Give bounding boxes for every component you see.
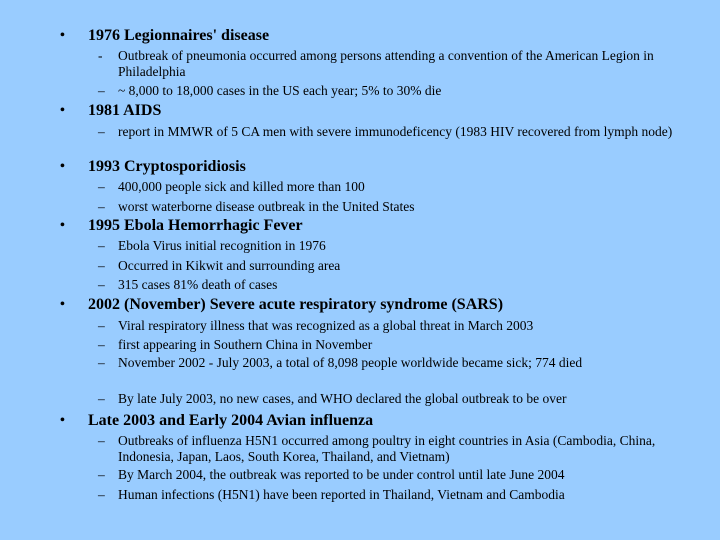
sub-item	[98, 355, 678, 371]
dash-icon: –	[98, 318, 105, 333]
sub-item-text: Ebola Virus initial recognition in 1976	[118, 238, 326, 253]
sub-item-text: By late July 2003, no new cases, and WHO declared the global outbreak to be over	[118, 391, 567, 406]
sub-item-text: worst waterborne disease outbreak in the United States	[118, 199, 415, 214]
dash-icon: –	[98, 199, 105, 214]
dash-icon: –	[98, 391, 105, 406]
sub-item	[98, 238, 678, 254]
topic-title: 1995 Ebola Hemorrhagic Fever	[88, 217, 303, 234]
topic-title: 1993 Cryptosporidiosis	[88, 158, 246, 175]
dash-icon: –	[98, 277, 105, 292]
sub-item-text: By March 2004, the outbreak was reported to be under control until late June 2004	[118, 467, 565, 482]
dash-icon: –	[98, 258, 105, 273]
bullet-icon: •	[60, 103, 65, 118]
sub-item	[98, 199, 678, 215]
sub-item-text: Outbreaks of influenza H5N1 occurred among poultry in eight countries in Asia (Cambodia, China, Indonesia, Japan, Laos, South Korea, Thailand, and Vietnam)	[118, 433, 656, 464]
sub-item	[98, 277, 678, 293]
sub-item-text: November 2002 - July 2003, a total of 8,098 people worldwide became sick; 774 died	[118, 355, 583, 370]
bullet-icon: •	[60, 159, 65, 174]
sub-item	[98, 391, 678, 407]
dash-icon: –	[98, 337, 105, 352]
dash-icon: –	[98, 487, 105, 502]
sub-item	[98, 179, 678, 195]
bullet-icon: •	[60, 297, 65, 312]
bullet-icon: •	[60, 218, 65, 233]
sub-item	[98, 337, 678, 353]
sub-item	[98, 433, 678, 465]
topic-title: Late 2003 and Early 2004 Avian influenza	[88, 412, 374, 429]
sub-item-text: report in MMWR of 5 CA men with severe immunodeficency (1983 HIV recovered from lymph node)	[118, 124, 673, 139]
sub-item	[98, 124, 678, 140]
bullet-icon: •	[60, 413, 65, 428]
sub-item	[98, 487, 678, 503]
sub-item-text: Occurred in Kikwit and surrounding area	[118, 258, 341, 273]
dash-icon: –	[98, 355, 105, 370]
dash-icon: -	[98, 48, 103, 63]
dash-icon: –	[98, 83, 105, 98]
dash-icon: –	[98, 179, 105, 194]
bullet-icon: •	[60, 28, 65, 43]
topic-title: 1976 Legionnaires' disease	[88, 27, 270, 44]
sub-item-text: Outbreak of pneumonia occurred among persons attending a convention of the American Legion in Philadelphia	[118, 48, 654, 79]
sub-item	[98, 258, 678, 274]
sub-item-text: 315 cases 81% death of cases	[118, 277, 278, 292]
sub-item-text: Human infections (H5N1) have been reported in Thailand, Vietnam and Cambodia	[118, 487, 565, 502]
sub-item	[98, 467, 678, 483]
sub-item	[98, 83, 678, 99]
sub-item-text: 400,000 people sick and killed more than 100	[118, 179, 365, 194]
dash-icon: –	[98, 467, 105, 482]
dash-icon: –	[98, 238, 105, 253]
sub-item	[98, 318, 678, 334]
sub-item-text: ~ 8,000 to 18,000 cases in the US each year; 5% to 30% die	[118, 83, 442, 98]
dash-icon: –	[98, 124, 105, 139]
dash-icon: –	[98, 433, 105, 448]
sub-item	[98, 48, 678, 80]
topic-title: 2002 (November) Severe acute respiratory syndrome (SARS)	[88, 296, 504, 313]
sub-item-text: first appearing in Southern China in November	[118, 337, 373, 352]
sub-item-text: Viral respiratory illness that was recognized as a global threat in March 2003	[118, 318, 534, 333]
topic-title: 1981 AIDS	[88, 102, 162, 119]
